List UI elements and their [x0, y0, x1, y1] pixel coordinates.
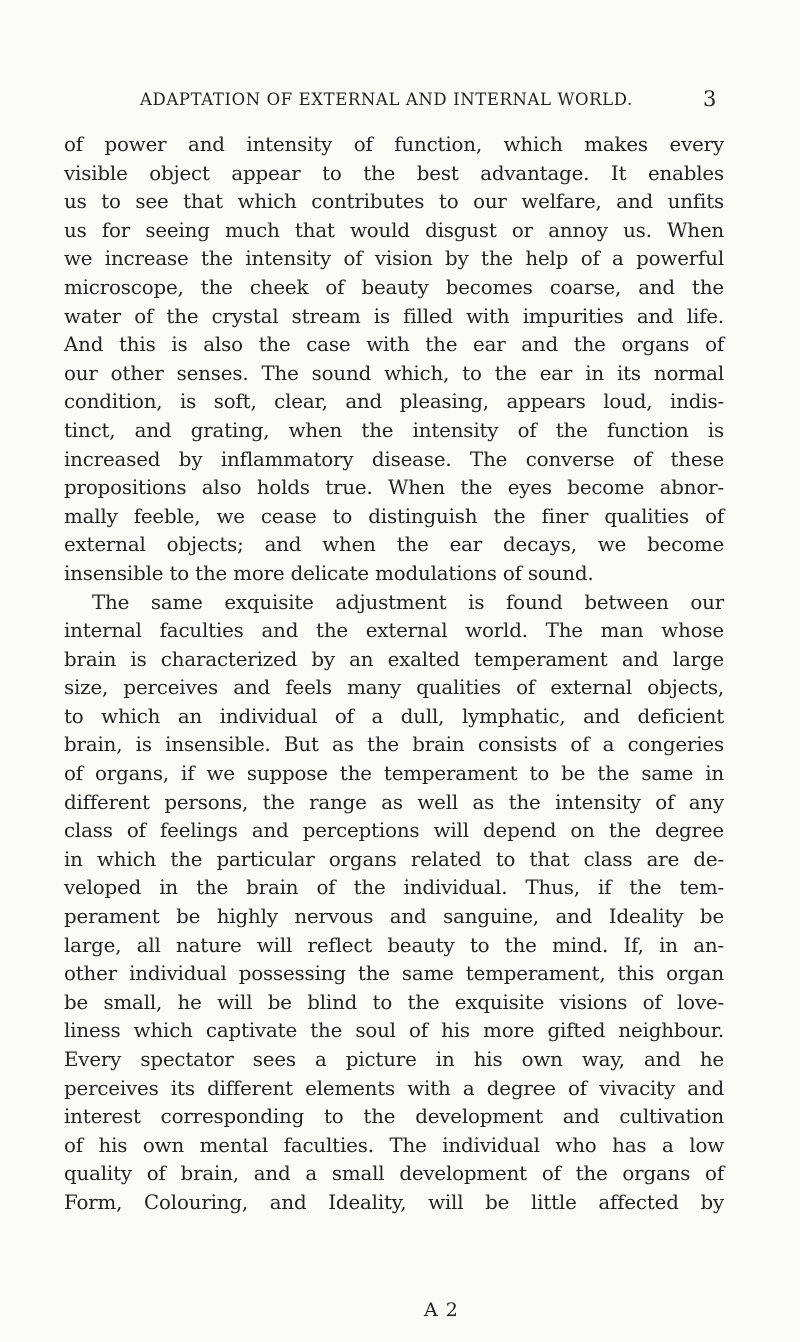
text-line: visible object appear to the best advantage. It enables: [64, 161, 724, 185]
text-line: veloped in the brain of the individual. Thus, if the tem-: [64, 876, 724, 900]
text-line: large, all nature will reflect beauty to the mind. If, in an-: [64, 933, 724, 957]
text-line: in which the particular organs related to that class are de-: [64, 847, 724, 871]
text-line: of power and intensity of function, which makes every: [64, 133, 724, 156]
page-header: [0, 87, 800, 114]
running-head: ADAPTATION OF EXTERNAL AND INTERNAL WORLD.: [140, 90, 633, 109]
text-line: we increase the intensity of vision by the help of a powerful: [64, 247, 724, 271]
text-line: brain is characterized by an exalted temperament and large: [64, 647, 724, 671]
text-line: external objects; and when the ear decays, we become: [64, 533, 724, 557]
text-line: internal faculties and the external world. The man whose: [64, 619, 724, 643]
signature-mark: A 2: [424, 1299, 459, 1321]
text-line: mally feeble, we cease to distinguish the finer qualities of: [64, 504, 724, 528]
text-line: Every spectator sees a picture in his own way, and he: [64, 1048, 724, 1071]
text-line: condition, is soft, clear, and pleasing, appears loud, indis-: [64, 390, 724, 414]
text-line: brain, is insensible. But as the brain consists of a congeries: [64, 733, 724, 757]
text-line: Form, Colouring, and Ideality, will be little affected by: [64, 1190, 724, 1214]
text-line: us to see that which contributes to our welfare, and unfits: [64, 190, 724, 214]
text-line: propositions also holds true. When the eyes become abnor-: [64, 476, 724, 500]
text-line: of organs, if we suppose the temperament to be the same in: [64, 762, 724, 786]
text-line: different persons, the range as well as the intensity of any: [64, 790, 724, 814]
text-line: our other senses. The sound which, to the ear in its normal: [64, 361, 724, 385]
text-line: increased by inflammatory disease. The converse of these: [64, 447, 724, 471]
paragraph-first-line: The same exquisite adjustment is found between our: [92, 590, 724, 614]
text-line: perceives its different elements with a degree of vivacity and: [64, 1076, 724, 1100]
text-line: class of feelings and perceptions will depend on the degree: [64, 819, 724, 843]
body-text: [64, 131, 724, 1218]
text-line: tinct, and grating, when the intensity of the function is: [64, 418, 724, 442]
text-line: interest corresponding to the development and cultivation: [64, 1105, 724, 1129]
text-line: to which an individual of a dull, lymphatic, and deficient: [64, 704, 724, 728]
text-line: us for seeing much that would disgust or annoy us. When: [64, 218, 724, 242]
text-line: liness which captivate the soul of his more gifted neighbour.: [64, 1019, 724, 1043]
paragraph-last-line: insensible to the more delicate modulations of sound.: [64, 561, 594, 585]
text-line: of his own mental faculties. The individual who has a low: [64, 1133, 724, 1157]
text-line: water of the crystal stream is filled with impurities and life.: [64, 304, 724, 328]
text-line: size, perceives and feels many qualities of external objects,: [64, 676, 724, 700]
page-number: 3: [703, 87, 717, 111]
text-line: microscope, the cheek of beauty becomes coarse, and the: [64, 275, 724, 299]
text-line: And this is also the case with the ear and the organs of: [64, 333, 724, 357]
text-line: perament be highly nervous and sanguine, and Ideality be: [64, 905, 724, 929]
text-line: be small, he will be blind to the exquisite visions of love-: [64, 990, 724, 1014]
text-line: quality of brain, and a small development of the organs of: [64, 1162, 724, 1186]
text-line: other individual possessing the same temperament, this organ: [64, 962, 724, 986]
